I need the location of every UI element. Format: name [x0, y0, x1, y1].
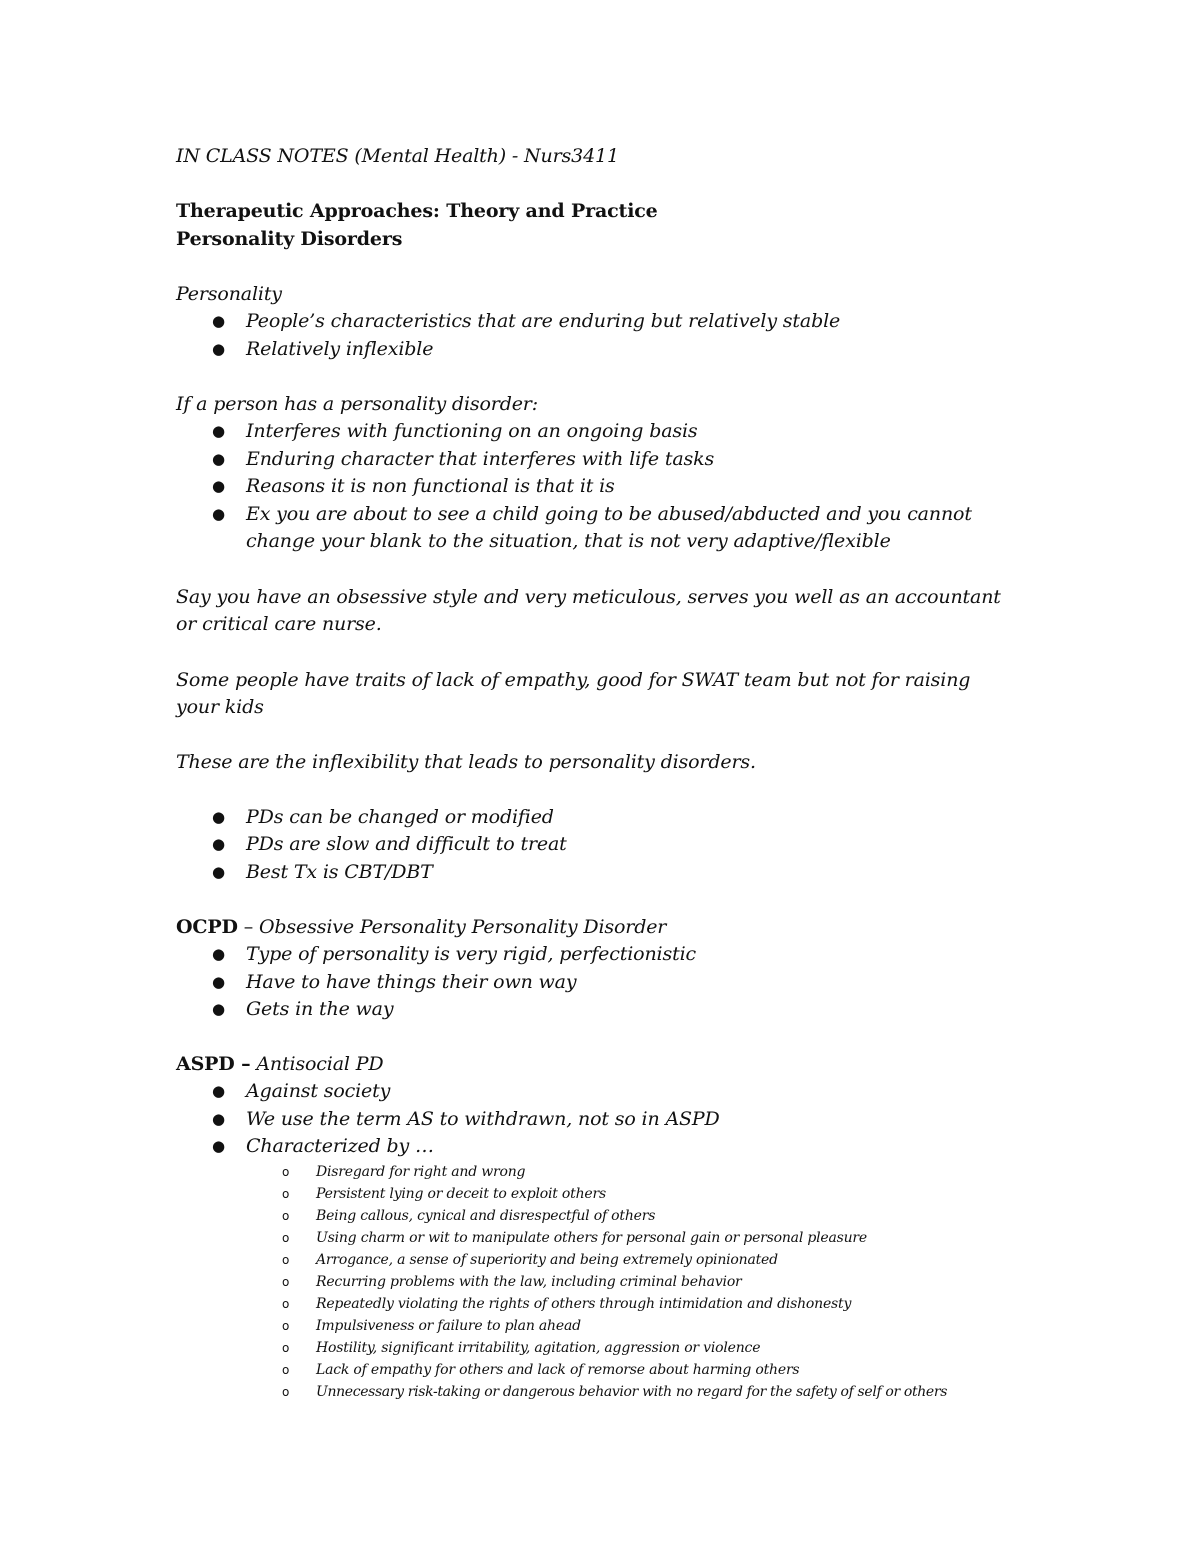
sub-bullet-icon: o	[282, 1297, 290, 1311]
list-item: PDs can be changed or modified	[246, 806, 554, 828]
sub-bullet-icon: o	[282, 1231, 290, 1245]
paragraph-line: or critical care nurse.	[176, 613, 382, 635]
aspd-heading	[176, 1053, 383, 1075]
bullet-icon: ●	[212, 1137, 226, 1155]
sub-bullet-icon: o	[282, 1319, 290, 1333]
sub-list-item: Using charm or wit to manipulate others for personal gain or personal pleasure	[316, 1230, 868, 1246]
sub-bullet-icon: o	[282, 1385, 290, 1399]
paragraph-line: your kids	[176, 696, 264, 718]
paragraph-line: Say you have an obsessive style and very meticulous, serves you well as an accountant	[176, 586, 1001, 608]
ocpd-abbr: OCPD	[176, 916, 238, 938]
list-item: Relatively inflexible	[246, 338, 434, 360]
sub-bullet-icon: o	[282, 1209, 290, 1223]
personality-heading: Personality	[176, 283, 282, 305]
list-item: People’s characteristics that are enduring but relatively stable	[246, 310, 841, 332]
bullet-icon: ●	[212, 1110, 226, 1128]
bullet-icon: ●	[212, 422, 226, 440]
list-item: Interferes with functioning on an ongoing basis	[246, 420, 698, 442]
ocpd-dash: –	[237, 916, 259, 938]
bullet-icon: ●	[212, 808, 226, 826]
sub-bullet-icon: o	[282, 1253, 290, 1267]
bullet-icon: ●	[212, 1082, 226, 1100]
sub-bullet-icon: o	[282, 1363, 290, 1377]
sub-bullet-icon: o	[282, 1341, 290, 1355]
sub-list-item: Disregard for right and wrong	[316, 1164, 526, 1180]
list-item: PDs are slow and difficult to treat	[246, 833, 567, 855]
sub-bullet-icon: o	[282, 1165, 290, 1179]
sub-list-item: Being callous, cynical and disrespectful of others	[316, 1208, 656, 1224]
ocpd-name: Obsessive Personality Personality Disorder	[258, 916, 667, 938]
bullet-icon: ●	[212, 312, 226, 330]
sub-list-item: Repeatedly violating the rights of others through intimidation and dishonesty	[316, 1296, 852, 1312]
list-item: We use the term AS to withdrawn, not so in ASPD	[246, 1108, 720, 1130]
aspd-name: Antisocial PD	[250, 1053, 384, 1075]
sub-list-item: Arrogance, a sense of superiority and being extremely opinionated	[316, 1252, 778, 1268]
sub-list-item: Recurring problems with the law, including criminal behavior	[316, 1274, 742, 1290]
title-line-2: Personality Disorders	[176, 228, 403, 250]
bullet-icon: ●	[212, 1000, 226, 1018]
paragraph-line: These are the inflexibility that leads to personality disorders.	[176, 751, 756, 773]
bullet-icon: ●	[212, 505, 226, 523]
list-item: Reasons it is non functional is that it is	[246, 475, 615, 497]
bullet-icon: ●	[212, 835, 226, 853]
notes-header: IN CLASS NOTES (Mental Health) - Nurs3411	[176, 145, 619, 167]
list-item: Best Tx is CBT/DBT	[246, 861, 433, 883]
list-item: Enduring character that interferes with life tasks	[246, 448, 715, 470]
sub-bullet-icon: o	[282, 1275, 290, 1289]
list-item: Type of personality is very rigid, perfectionistic	[246, 943, 696, 965]
paragraph-line: Some people have traits of lack of empathy, good for SWAT team but not for raising	[176, 669, 971, 691]
sub-list-item: Hostility, significant irritability, agitation, aggression or violence	[316, 1340, 761, 1356]
list-item: Characterized by …	[246, 1135, 434, 1157]
list-item: Ex you are about to see a child going to be abused/abducted and you cannot	[246, 503, 972, 525]
bullet-icon: ●	[212, 973, 226, 991]
list-item: Gets in the way	[246, 998, 394, 1020]
list-item: Have to have things their own way	[246, 971, 577, 993]
sub-bullet-icon: o	[282, 1187, 290, 1201]
bullet-icon: ●	[212, 863, 226, 881]
bullet-icon: ●	[212, 340, 226, 358]
title-line-1: Therapeutic Approaches: Theory and Practice	[176, 200, 658, 222]
sub-list-item: Lack of empathy for others and lack of remorse about harming others	[316, 1362, 800, 1378]
sub-list-item: Persistent lying or deceit to exploit others	[316, 1186, 606, 1202]
sub-list-item: Unnecessary risk-taking or dangerous behavior with no regard for the safety of self or others	[316, 1384, 948, 1400]
sub-list-item: Impulsiveness or failure to plan ahead	[316, 1318, 581, 1334]
aspd-abbr: ASPD –	[176, 1053, 251, 1075]
bullet-icon: ●	[212, 945, 226, 963]
bullet-icon: ●	[212, 477, 226, 495]
list-item-continuation: change your blank to the situation, that is not very adaptive/flexible	[246, 530, 891, 552]
list-item: Against society	[246, 1080, 391, 1102]
ocpd-heading	[176, 916, 666, 938]
disorder-heading: If a person has a personality disorder:	[176, 393, 538, 415]
bullet-icon: ●	[212, 450, 226, 468]
